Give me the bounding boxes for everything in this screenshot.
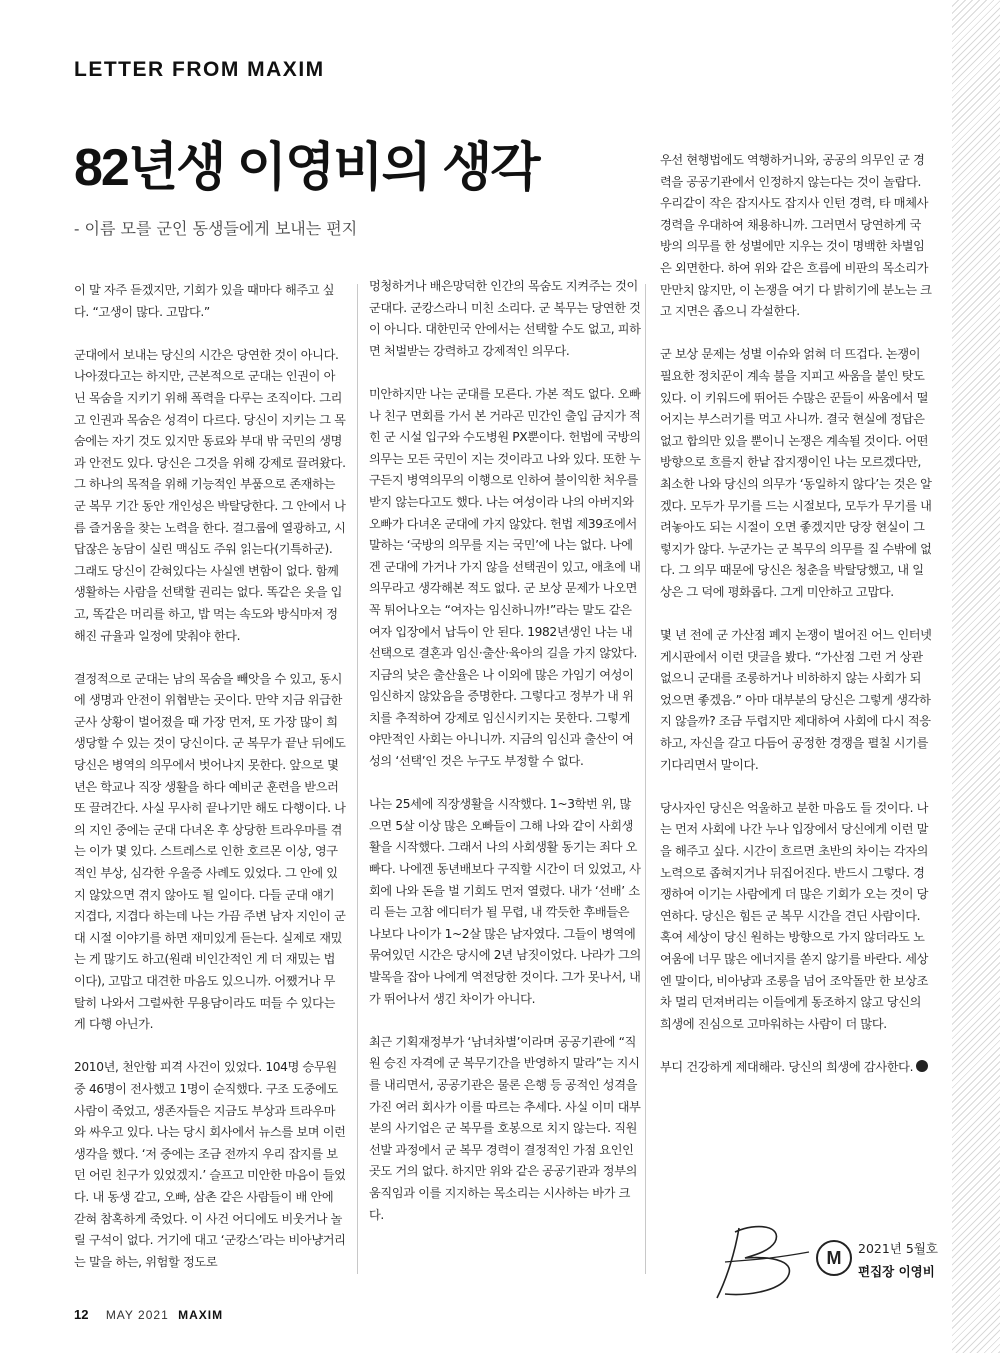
paragraph: 군대에서 보내는 당신의 시간은 당연한 것이 아니다. 나아졌다고는 하지만, 근본적으로 군대는 인권이 아닌 목숨을 지키기 위해 폭력을 다루는 조직이다. 그리고 인권과 목숨은 성격이 다르다. 당신이 지키는 그 목숨에는 자기 것도 있지만 동료와 부대 밖 국민의 생명과 안전도 있다. 당신은 그것을 위해 강제로 끌려왔다. 그 하나의 목적을 위해 기능적인 부품으로 존재하는 군 복무 기간 동안 개인성은 박탈당한다. 그 안에서 나름 즐거움을 찾는 노력을 한다. 걸그룹에 열광하고, 시답잖은 농담이 실린 맥심도 주워 읽는다(기특하군). 그래도 당신이 갇혀있다는 사실엔 변함이 없다. 함께 생활하는 사람을 선택할 권리는 없다. 똑같은 옷을 입고, 똑같은 머리를 하고, 밥 먹는 속도와 방식마저 정해진 규율과 일정에 맞춰야 한다. (74, 347, 346, 643)
body-column-2 (369, 276, 641, 1276)
page-footer (74, 1307, 223, 1322)
issue-month: MAY 2021 (105, 1308, 169, 1322)
paragraph: 군 보상 문제는 성별 이슈와 얽혀 더 뜨겁다. 논쟁이 필요한 정치꾼이 계속 불을 지피고 싸움을 붙인 탓도 있다. 이 키워드에 뛰어든 수많은 꾼들이 싸움에서 떨어지는 부스러기를 먹고 사니까. 결국 현실에 정답은 없고 합의만 있을 뿐이니 논쟁은 계속될 것이다. 어떤 방향으로 흐를지 한낱 잡지쟁이인 나는 모르겠다만, 최소한 나와 당신의 의무가 ‘동일하지 않다’는 것은 알겠다. 모두가 무기를 드는 시절보다, 모두가 무기를 내려놓아도 되는 시절이 오면 좋겠지만 당장 현실이 그렇지가 않다. 누군가는 군 복무의 의무를 질 수밖에 없다. 그 의무 때문에 당신은 청춘을 박탈당했고, 내 일상은 그 덕에 평화롭다. 그게 미안하고 고맙다. (660, 347, 932, 599)
end-mark-icon (916, 1060, 928, 1072)
section-title: LETTER FROM MAXIM (74, 58, 325, 81)
paragraph: 미안하지만 나는 군대를 모른다. 가본 적도 없다. 오빠나 친구 면회를 가서 본 거라곤 민간인 출입 금지가 적힌 군 시설 입구와 수도병원 PX뿐이다. 헌법에 국방의 의무는 모든 국민이 지는 것이라고 나와 있다. 또한 누구든지 병역의무의 이행으로 인하여 불이익한 처우를 받지 않는다고도 했다. 나는 여성이라 나의 아버지와 오빠가 다녀온 군대에 가지 않았다. 헌법 제39조에서 말하는 ‘국방의 의무를 지는 국민’에 나는 없다. 나에겐 군대에 가거나 가지 않을 선택권이 있고, 애초에 내 의무라고 생각해본 적도 없다. 군 보상 문제가 나오면 꼭 튀어나오는 “여자는 임신하니까!”라는 말도 같은 여자 입장에서 납득이 안 된다. 1982년생인 나는 내 선택으로 결혼과 임신·출산·육아의 길을 가지 않았다. 지금의 낮은 출산율은 나 이외에 많은 가임기 여성이 임신하지 않았음을 증명한다. 그렇다고 정부가 내 위치를 추적하여 강제로 임신시키지는 못한다. 그렇게 야만적인 사회는 아니니까. 지금의 임신과 출산이 여성의 ‘선택’인 것은 누구도 부정할 수 없다. (369, 386, 641, 769)
handwritten-signature (705, 1222, 815, 1302)
column-divider (645, 284, 646, 1274)
closing-text: 부디 건강하게 제대해라. 당신의 희생에 감사한다. (660, 1059, 914, 1074)
paragraph: 이 말 자주 듣겠지만, 기회가 있을 때마다 해주고 싶다. “고생이 많다. 고맙다.” (74, 283, 335, 319)
paragraph: 멍청하거나 배은망덕한 인간의 목숨도 지켜주는 것이 군대다. 군캉스라니 미친 소리다. 군 복무는 당연한 것이 아니다. 대한민국 안에서는 선택할 수도 없고, 피하면 처벌받는 강력하고 강제적인 의무다. (369, 279, 641, 358)
maxim-logo-icon: M (816, 1240, 852, 1276)
subtitle: - 이름 모를 군인 동생들에게 보내는 편지 (74, 219, 358, 238)
paragraph: 당사자인 당신은 억울하고 분한 마음도 들 것이다. 나는 먼저 사회에 나간 누나 입장에서 당신에게 이런 말을 해주고 싶다. 시간이 흐르면 초반의 차이는 각자의 노력으로 좁혀지거나 뒤집어진다. 반드시 그렇다. 경쟁하여 이기는 사람에게 더 많은 기회가 오는 것이 당연하다. 당신은 힘든 군 복무 시간을 견딘 사람이다. 혹여 세상이 당신 원하는 방향으로 가지 않더라도 노여움에 너무 많은 에너지를 쏟지 않기를 바란다. 세상엔 말이다, 비아냥과 조롱을 넘어 조악돌만 한 보상조차 멀리 던져버리는 이들에게 동조하지 않고 당신의 희생에 진심으로 고마워하는 사람이 더 많다. (660, 800, 929, 1031)
editor-name: 편집장 이영비 (858, 1264, 935, 1279)
body-column-1 (74, 280, 346, 1280)
paragraph: 결정적으로 군대는 남의 목숨을 빼앗을 수 있고, 동시에 생명과 안전이 위협받는 곳이다. 만약 지금 위급한 군사 상황이 벌어졌을 때 가장 먼저, 또 가장 많이 희생당할 수 있는 것이 당신이다. 군 복무가 끝난 뒤에도 당신은 병역의 의무에서 벗어나지 못한다. 앞으로 몇 년은 학교나 직장 생활을 하다 예비군 훈련을 받으러 또 끌려간다. 사실 무사히 끝나기만 해도 다행이다. 나의 지인 중에는 군대 다녀온 후 상당한 트라우마를 겪는 이가 몇 있다. 스트레스로 인한 호르몬 이상, 영구적인 부상, 심각한 우울증 사례도 있었다. 그 안에 있지 않았으면 겪지 않아도 될 일이다. 다들 군대 얘기 지겹다, 지겹다 하는데 나는 가끔 주변 남자 지인이 군대 시절 이야기를 하면 재미있게 듣는다. 실제로 재밌는 게 많기도 하고(원래 비인간적인 게 더 재밌는 법이다), 고맙고 대견한 마음도 있으니까. 어쨌거나 무탈히 나와서 그럴싸한 무용담이라도 떠들 수 있다는 게 다행 아닌가. (74, 671, 346, 1032)
page-number: 12 (74, 1307, 89, 1322)
body-column-3 (660, 150, 932, 1150)
paragraph: 몇 년 전에 군 가산점 폐지 논쟁이 벌어진 어느 인터넷 게시판에서 이런 댓글을 봤다. “가산점 그런 거 상관없으니 군대를 조롱하거나 비하하지 않는 사회가 되었으면 좋겠음.” 아마 대부분의 당신은 그렇게 생각하지 않을까? 조금 두렵지만 제대하여 사회에 다시 적응하고, 자신을 갈고 다듬어 공정한 경쟁을 펼칠 시기를 기다리면서 말이다. (660, 628, 932, 772)
closing-paragraph (660, 1057, 932, 1079)
headline: 82년생 이영비의 생각 (74, 139, 539, 197)
paragraph: 나는 25세에 직장생활을 시작했다. 1~3학번 위, 많으면 5살 이상 많은 오빠들이 그해 나와 같이 사회생활을 시작했다. 그래서 나의 사회생활 동기는 죄다 오빠다. 나에겐 동년배보다 구직할 시간이 더 있었고, 사회에 나와 돈을 벌 기회도 먼저 열렸다. 내가 ‘선배’ 소리 듣는 고참 에디터가 될 무렵, 내 깍듯한 후배들은 나보다 나이가 1~2살 많은 남자였다. 그들이 병역에 묶여있던 시간은 당시에 2년 남짓이었다. 나라가 그의 발목을 잡아 나에게 역전당한 것이다. 그가 못나서, 내가 뛰어나서 생긴 차이가 아니다. (369, 797, 641, 1006)
paragraph: 최근 기획재정부가 ‘남녀차별’이라며 공공기관에 “직원 승진 자격에 군 복무기간을 반영하지 말라”는 지시를 내리면서, 공공기관은 물론 은행 등 공적인 성격을 가진 여러 회사가 이를 따르는 추세다. 사실 이미 대부분의 사기업은 군 복무를 호봉으로 치지 않는다. 직원 선발 과정에서 군 복무 경력이 결정적인 가점 요인인 곳도 거의 없다. 하지만 위와 같은 공공기관과 정부의 움직임과 이를 지지하는 목소리는 시사하는 바가 크다. (369, 1034, 641, 1222)
magazine-brand: MAXIM (178, 1308, 224, 1322)
issue-date: 2021년 5월호 (858, 1241, 938, 1256)
decorative-stripe-band (952, 0, 1000, 1353)
paragraph: 우선 현행법에도 역행하거니와, 공공의 의무인 군 경력을 공공기관에서 인정하지 않는다는 것이 놀랍다. 우리같이 작은 잡지사도 잡지사 인턴 경력, 타 매체사 경력을 우대하여 채용하니까. 그러면서 당연하게 국방의 의무를 한 성별에만 지우는 것이 명백한 차별임은 외면한다. 하여 위와 같은 흐름에 비판의 목소리가 만만치 않지만, 이 논쟁을 여기 다 밝히기에 분노는 크고 지면은 좁으니 각설한다. (660, 153, 932, 319)
column-divider (357, 284, 358, 1274)
paragraph: 2010년, 천안함 피격 사건이 있었다. 104명 승무원 중 46명이 전사했고 1명이 순직했다. 구조 도중에도 사람이 죽었고, 생존자들은 지금도 부상과 트라우마와 싸우고 있다. 나는 당시 회사에서 뉴스를 보며 이런 생각을 했다. ‘저 중에는 조금 전까지 우리 잡지를 보던 어린 친구가 있었겠지.’ 슬프고 미안한 마음이 들었다. 내 동생 같고, 오빠, 삼촌 같은 사람들이 배 안에 갇혀 참혹하게 죽었다. 이 사건 어디에도 비웃거나 놀릴 구석이 없다. 거기에 대고 ‘군캉스’라는 비아냥거리는 말을 하는, 위험할 정도로 (74, 1060, 346, 1269)
